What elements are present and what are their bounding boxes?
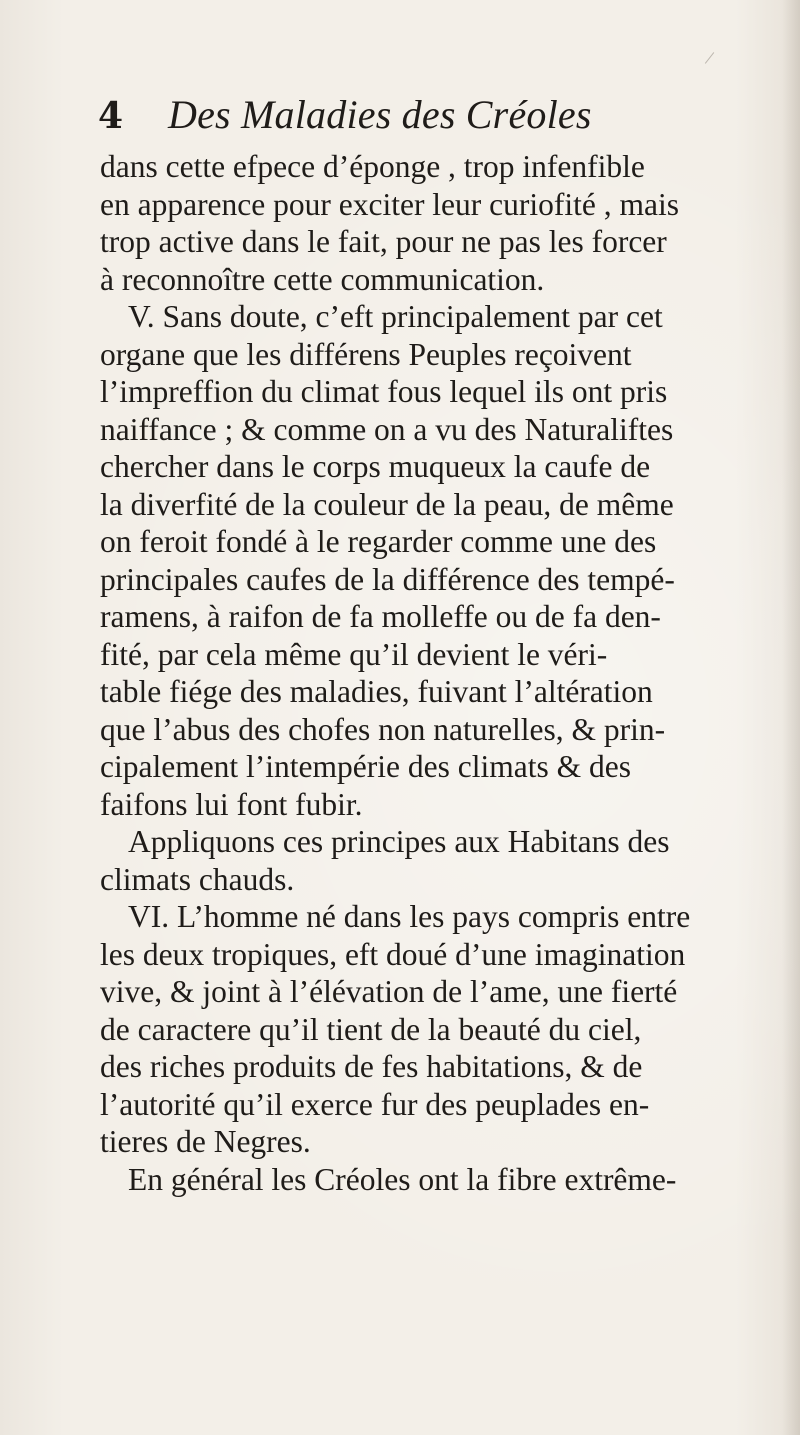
text-line: En général les Créoles ont la fibre extrême- <box>128 1161 677 1197</box>
body-text <box>100 148 780 1198</box>
text-line: fité, par cela même qu’il devient le véri- <box>100 636 608 672</box>
text-line: que l’abus des chofes non naturelles, & prin- <box>100 711 666 747</box>
text-line: chercher dans le corps muqueux la caufe de <box>100 449 651 484</box>
text-line: ramens, à raifon de fa molleffe ou de fa den- <box>100 599 661 634</box>
text-line: dans cette efpece d’éponge , trop infenfible <box>100 149 645 184</box>
pencil-mark <box>705 52 722 70</box>
text-line: tieres de Negres. <box>100 1124 311 1159</box>
text-line: la diverfité de la couleur de la peau, de même <box>100 486 674 522</box>
text-line: vive, & joint à l’élévation de l’ame, une fierté <box>100 974 678 1009</box>
text-line: de caractere qu’il tient de la beauté du ciel, <box>100 1011 642 1047</box>
text-line: naiffance ; & comme on a vu des Naturaliftes <box>100 411 674 447</box>
text-line: l’autorité qu’il exerce fur des peuplades en- <box>100 1086 650 1122</box>
text-line: faifons lui font fubir. <box>100 786 363 822</box>
text-line: VI. L’homme né dans les pays compris entre <box>128 899 691 934</box>
page-number: 4 <box>98 95 124 137</box>
text-line: à reconnoître cette communication. <box>100 261 545 297</box>
running-head: Des Maladies des Créoles <box>168 92 592 137</box>
text-line: les deux tropiques, eft doué d’une imagination <box>100 936 686 972</box>
text-line: Appliquons ces principes aux Habitans des <box>128 824 670 859</box>
text-line: cipalement l’intempérie des climats & des <box>100 749 631 784</box>
page-edge-shadow <box>782 0 800 1435</box>
page-header <box>98 92 738 142</box>
text-line: principales caufes de la différence des tempé- <box>100 561 675 597</box>
text-line: des riches produits de fes habitations, & de <box>100 1049 643 1084</box>
text-line: l’impreffion du climat fous lequel ils ont pris <box>100 374 668 409</box>
text-line: trop active dans le fait, pour ne pas les forcer <box>100 224 667 259</box>
text-line: organe que les différens Peuples reçoivent <box>100 336 632 372</box>
text-line: climats chauds. <box>100 861 295 897</box>
text-line: on feroit fondé à le regarder comme une des <box>100 524 657 559</box>
text-line: V. Sans doute, c’eft principalement par cet <box>128 299 663 334</box>
text-line: en apparence pour exciter leur curiofité , mais <box>100 186 679 222</box>
text-line: table fiége des maladies, fuivant l’altération <box>100 674 653 709</box>
